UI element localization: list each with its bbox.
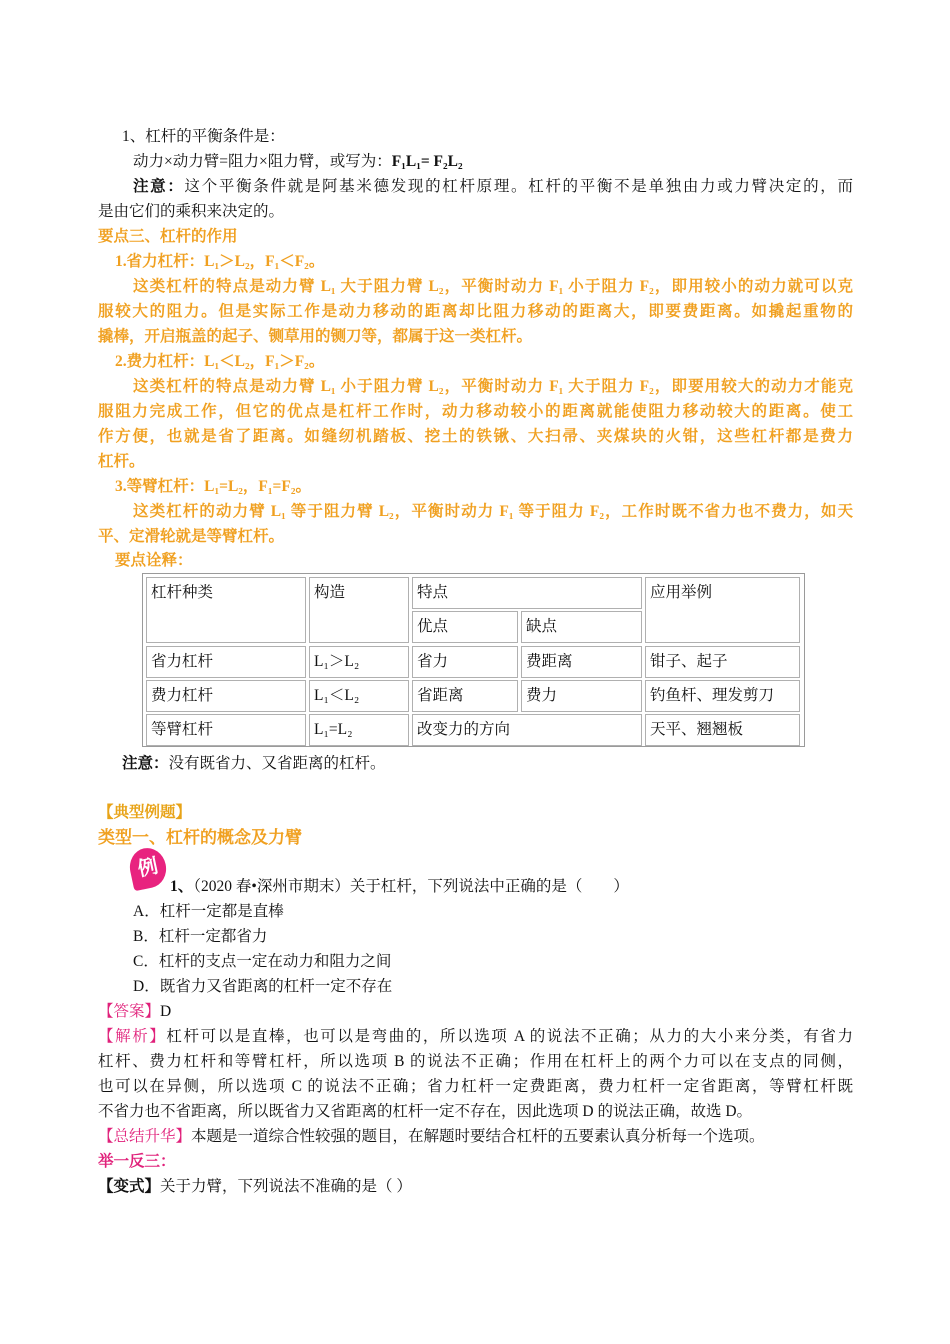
variant-text: 关于力臂，下列说法不准确的是（ ） — [160, 1178, 412, 1195]
th-adv: 优点 — [412, 611, 518, 643]
balance-note-line1 — [133, 174, 853, 199]
answer-value: D — [160, 1003, 172, 1020]
row3-struct: L₁=L₂ — [309, 714, 409, 746]
lever-type1-text-2: 服较大的阻力。但是实际工作是动力移动的距离却比阻力移动的距离大，即要费距离。如撬起重物的 — [98, 303, 853, 320]
examples-heading: 【典型例题】 — [98, 804, 192, 821]
practice-heading: 举一反三： — [98, 1153, 176, 1170]
table-note-label: 注意： — [122, 755, 169, 772]
note-label: 注意： — [133, 178, 185, 195]
th-struct: 构造 — [309, 577, 409, 643]
th-feature: 特点 — [412, 577, 642, 609]
row2-type: 费力杠杆 — [146, 680, 306, 712]
analysis-label: 【解析】 — [98, 1028, 167, 1045]
th-app: 应用举例 — [645, 577, 800, 643]
summary-label: 【总结升华】 — [98, 1128, 192, 1145]
lever-type1-text-1: 这类杠杆的特点是动力臂 L₁ 大于阻力臂 L₂，平衡时动力 F₁ 小于阻力 F₂，即用较小的动力就可以克 — [133, 278, 853, 295]
analysis-line1 — [98, 1024, 853, 1049]
summary-line — [98, 1124, 853, 1149]
balance-heading: 1、杠杆的平衡条件是： — [122, 128, 285, 145]
section3-title: 要点三、杠杆的作用 — [98, 228, 238, 245]
question-1 — [170, 874, 925, 899]
question-text: （2020 春•深州市期末）关于杠杆，下列说法中正确的是（ ） — [193, 878, 629, 895]
analysis-line2: 杠杆、费力杠杆和等臂杠杆，所以选项 B 的说法不正确；作用在杠杆上的两个力可以在支点的同侧， — [98, 1053, 853, 1070]
option-c: C．杠杆的支点一定在动力和阻力之间 — [133, 953, 392, 970]
row3-type: 等臂杠杆 — [146, 714, 306, 746]
table-note-text: 没有既省力、又省距离的杠杆。 — [168, 755, 386, 772]
note-text-1: 这个平衡条件就是阿基米德发现的杠杆原理。杠杆的平衡不是单独由力或力臂决定的，而 — [184, 178, 853, 195]
balance-note-line2: 是由它们的乘积来决定的。 — [98, 203, 285, 220]
lever-type2-text-4: 杠杆。 — [98, 453, 145, 470]
formula: F₁L₁= F₂L₂ — [391, 153, 463, 170]
row2-app: 钓鱼杆、理发剪刀 — [645, 680, 800, 712]
explain-label: 要点诠释： — [115, 552, 193, 569]
row2-dis: 费力 — [521, 680, 642, 712]
row1-adv: 省力 — [412, 646, 518, 678]
option-d: D．既省力又省距离的杠杆一定不存在 — [133, 978, 393, 995]
lever-type1-text-3: 撬棒，开启瓶盖的起子、铡草用的铡刀等，都属于这一类杠杆。 — [98, 328, 533, 345]
row1-app: 钳子、起子 — [645, 646, 800, 678]
variant-label: 【变式】 — [98, 1178, 161, 1195]
formula-text: 动力×动力臂=阻力×阻力臂，或写为： — [133, 153, 392, 170]
row1-struct: L₁＞L₂ — [309, 646, 409, 678]
row3-app: 天平、翘翘板 — [645, 714, 800, 746]
summary-text: 本题是一道综合性较强的题目，在解题时要结合杠杆的五要素认真分析每一个选项。 — [191, 1128, 765, 1145]
lever-type1-title: 1.省力杠杆：L₁＞L₂，F₁＜F₂。 — [115, 253, 325, 270]
lever-type3-text-2: 平、定滑轮就是等臂杠杆。 — [98, 528, 285, 545]
variant-line — [98, 1174, 853, 1199]
question-number: 1、 — [170, 878, 194, 895]
lever-type2-text-3: 作方便，也就是省了距离。如缝纫机踏板、挖土的铁锹、大扫帚、夹煤块的火钳，这些杠杆都是费力 — [98, 428, 853, 445]
lever-type3-title: 3.等臂杠杆：L₁=L₂，F₁=F₂。 — [115, 478, 311, 495]
analysis-text-1: 杠杆可以是直棒，也可以是弯曲的，所以选项 A 的说法不正确；从力的大小来分类，有省力 — [166, 1028, 853, 1045]
lever-type3-text-1: 这类杠杆的动力臂 L₁ 等于阻力臂 L₂，平衡时动力 F₁ 等于阻力 F₂，工作时既不省力也不费力，如天 — [133, 503, 853, 520]
row1-dis: 费距离 — [521, 646, 642, 678]
example-badge-icon: 例 — [126, 845, 170, 892]
lever-type2-text-1: 这类杠杆的特点是动力臂 L₁ 小于阻力臂 L₂，平衡时动力 F₁ 大于阻力 F₂，即要用较大的动力才能克 — [133, 378, 853, 395]
th-type: 杠杆种类 — [146, 577, 306, 643]
row2-adv: 省距离 — [412, 680, 518, 712]
row2-struct: L₁＜L₂ — [309, 680, 409, 712]
balance-formula-line — [133, 149, 888, 174]
type1-title: 类型一、杠杆的概念及力臂 — [98, 828, 302, 847]
lever-type2-title: 2.费力杠杆：L₁＜L₂，F₁＞F₂。 — [115, 353, 325, 370]
table-note — [122, 751, 877, 776]
lever-type2-text-2: 服阻力完成工作，但它的优点是杠杆工作时，动力移动较小的距离就能使阻力移动较大的距离。使工 — [98, 403, 853, 420]
option-a: A．杠杆一定都是直棒 — [133, 903, 284, 920]
th-dis: 缺点 — [521, 611, 642, 643]
row3-feature: 改变力的方向 — [412, 714, 642, 746]
option-b: B．杠杆一定都省力 — [133, 928, 268, 945]
lever-table — [142, 573, 805, 747]
analysis-line4: 不省力也不省距离，所以既省力又省距离的杠杆一定不存在，因此选项 D 的说法正确，故选 D。 — [98, 1103, 753, 1120]
analysis-line3: 也可以在异侧，所以选项 C 的说法不正确；省力杠杆一定费距离，费力杠杆一定省距离，等臂杠杆既 — [98, 1078, 853, 1095]
answer-label: 【答案】 — [98, 1003, 161, 1020]
answer-line — [98, 999, 853, 1024]
row1-type: 省力杠杆 — [146, 646, 306, 678]
